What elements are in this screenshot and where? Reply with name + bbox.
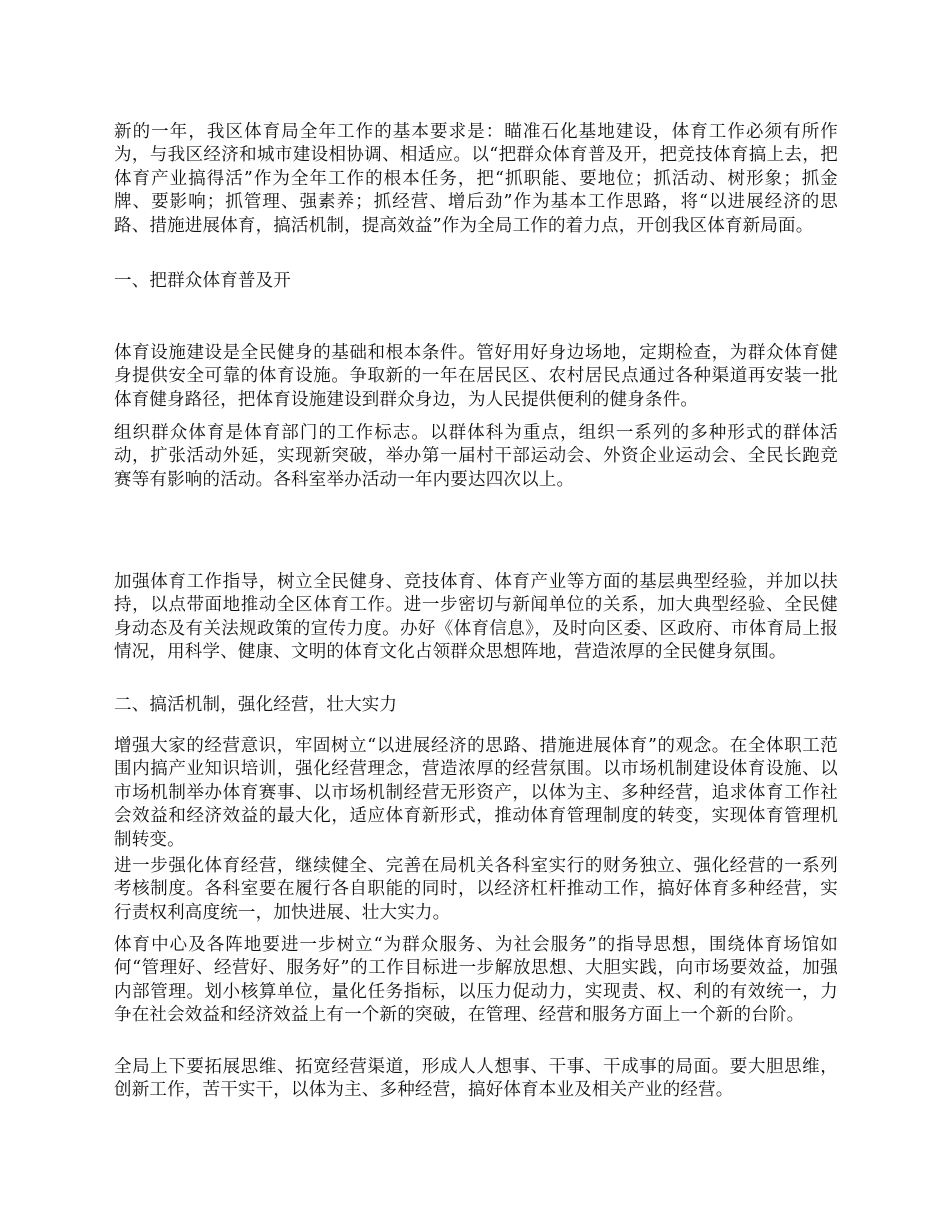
paragraph-intro: 新的一年，我区体育局全年工作的基本要求是：瞄准石化基地建设，体育工作必须有所作为，与我区经济和城市建设相协调、相适应。以“把群众体育普及开，把竞技体育搞上去，把体育产业搞得活”作为全年工作的根本任务，把“抓职能、要地位；抓活动、树形象；抓金牌、要影响；抓管理、强素养；抓经营、增后劲”作为基本工作思路，将“以进展经济的思路、措施进展体育，搞活机制，提高效益”作为全局工作的着力点，开创我区体育新局面。 xyxy=(114,122,838,236)
paragraph-business-operation: 进一步强化体育经营，继续健全、完善在局机关各科室实行的财务独立、强化经营的一系列考核制度。各科室要在履行各自职能的同时，以经济杠杆推动工作，搞好体育多种经营，实行责权利高度统一，加快进展、壮大实力。 xyxy=(114,856,838,923)
paragraph-business-awareness: 增强大家的经营意识，牢固树立“以进展经济的思路、措施进展体育”的观念。在全体职工范围内搞产业知识培训，强化经营理念，营造浓厚的经营氛围。以市场机制建设体育设施、以市场机制举办体育赛事、以市场机制经营无形资产，以体为主、多种经营，追求体育工作社会效益和经济效益的最大化，适应体育新形式，推动体育管理制度的转变，实现体育管理机制转变。 xyxy=(114,736,838,850)
paragraph-facilities: 体育设施建设是全民健身的基础和根本条件。管好用好身边场地，定期检查，为群众体育健身提供安全可靠的体育设施。争取新的一年在居民区、农村居民点通过各种渠道再安装一批体育健身路径，把体育设施建设到群众身边，为人民提供便利的健身条件。 xyxy=(114,343,838,410)
paragraph-sports-center: 体育中心及各阵地要进一步树立“为群众服务、为社会服务”的指导思想，围绕体育场馆如何“管理好、经营好、服务好”的工作目标进一步解放思想、大胆实践，向市场要效益，加强内部管理。划小核算单位，量化任务指标，以压力促动力，实现责、权、利的有效统一，力争在社会效益和经济效益上有一个新的突破，在管理、经营和服务方面上一个新的台阶。 xyxy=(114,935,838,1026)
paragraph-mass-sports: 组织群众体育是体育部门的工作标志。以群体科为重点，组织一系列的多种形式的群体活动，扩张活动外延，实现新突破，举办第一届村干部运动会、外资企业运动会、全民长跑竞赛等有影响的活动。各科室举办活动一年内要达四次以上。 xyxy=(114,423,838,490)
section-heading-2: 二、搞活机制，强化经营，壮大实力 xyxy=(114,695,398,715)
paragraph-guidance: 加强体育工作指导，树立全民健身、竞技体育、体育产业等方面的基层典型经验，并加以扶持，以点带面地推动全区体育工作。进一步密切与新闻单位的关系，加大典型经验、全民健身动态及有关法规政策的宣传力度。办好《体育信息》，及时向区委、区政府、市体育局上报情况，用科学、健康、文明的体育文化占领群众思想阵地，营造浓厚的全民健身氛围。 xyxy=(114,572,838,663)
paragraph-overall: 全局上下要拓展思维、拓宽经营渠道，形成人人想事、干事、干成事的局面。要大胆思维，创新工作，苦干实干，以体为主、多种经营，搞好体育本业及相关产业的经营。 xyxy=(114,1057,838,1101)
section-heading-1: 一、把群众体育普及开 xyxy=(114,271,291,291)
